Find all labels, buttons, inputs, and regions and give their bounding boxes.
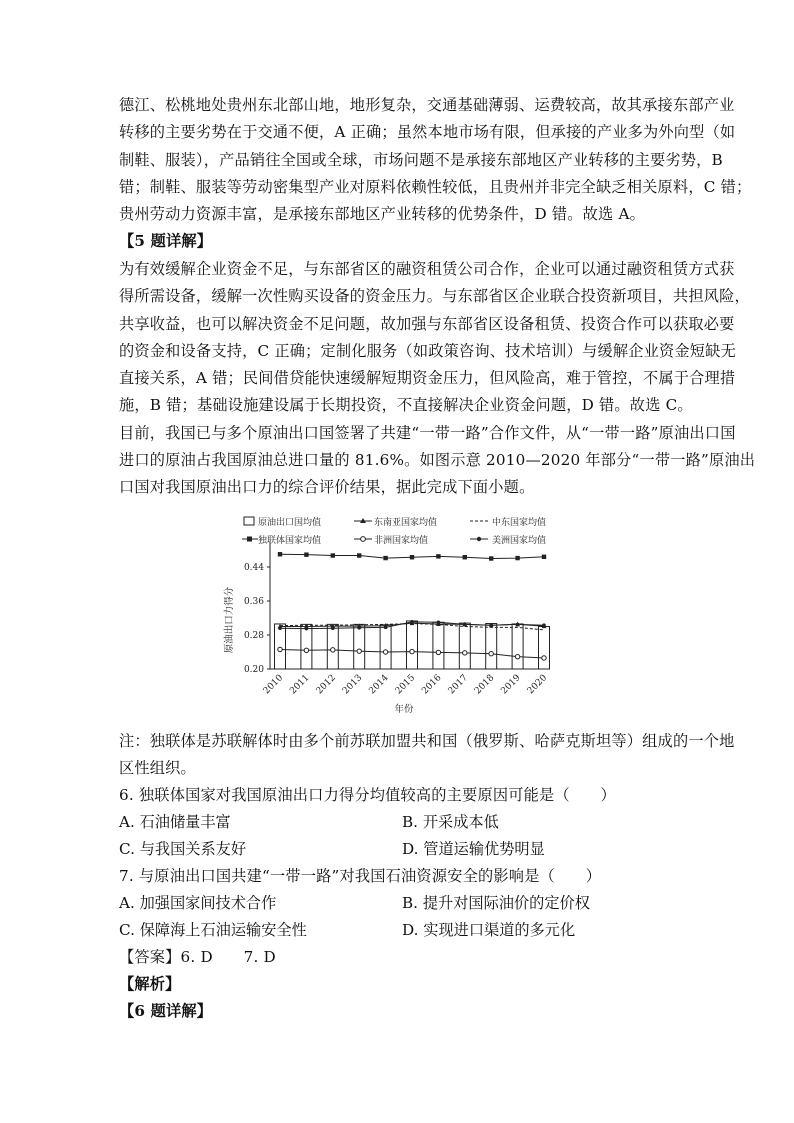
paragraph-line: 施，B 错；基础设施建设属于长期投资，不直接解决企业资金问题，D 错。故选 C。 [119, 396, 693, 414]
point-marker [305, 627, 309, 631]
point-marker [384, 626, 388, 630]
point-marker [357, 553, 361, 557]
point-marker [489, 556, 493, 560]
legend-label: 中东国家均值 [492, 518, 547, 528]
y-tick-label: 0.28 [243, 631, 264, 641]
bar [301, 624, 312, 669]
paragraph-line: 目前，我国已与多个原油出口国签署了共建“一带一路”合作文件，从“一带一路”原油出口国 [119, 424, 736, 442]
y-tick-label: 0.44 [243, 563, 264, 573]
bar [486, 624, 497, 669]
x-axis-label: 年份 [394, 704, 414, 715]
x-tick-label: 2019 [499, 673, 523, 697]
chart-legend [242, 516, 546, 546]
tick-labels [244, 563, 549, 696]
point-marker [304, 552, 308, 556]
paragraph-line: 进口的原油占我国原油总进口量的 81.6%。如图示意 2010—2020 年部分“一带一路”原油出 [119, 451, 756, 469]
legend-label: 美洲国家均值 [492, 536, 547, 546]
question-7-stem: 7. 与原油出口国共建“一带一路”对我国石油资源安全的影响是（ ） [119, 867, 602, 885]
point-marker [489, 652, 493, 656]
point-marker [515, 654, 519, 658]
answer-line: 【答案】6. D 7. D [119, 948, 276, 966]
bar [275, 624, 286, 669]
legend-label: 独联体国家均值 [258, 536, 322, 546]
question-7-option-c: C. 保障海上石油运输安全性 [119, 921, 307, 939]
note-line: 注：独联体是苏联解体时由多个前苏联加盟共和国（俄罗斯、哈萨克斯坦等）组成的一个地 [119, 732, 735, 750]
bar [327, 624, 338, 669]
bar [380, 625, 391, 669]
bar [354, 624, 365, 669]
point-marker [331, 648, 335, 652]
question-6-option-a: A. 石油储量丰富 [119, 813, 231, 831]
x-tick-label: 2011 [288, 673, 312, 697]
point-marker [410, 555, 414, 559]
legend-label: 非洲国家均值 [374, 536, 429, 546]
paragraph-line: 得所需设备，缓解一次性购买设备的资金压力。与东部省区企业联合投资新项目，共担风险， [119, 287, 750, 305]
legend-bar-swatch [244, 517, 254, 525]
x-tick-label: 2016 [420, 673, 444, 697]
point-marker [383, 650, 387, 654]
legend-square-marker [247, 537, 252, 542]
point-marker [410, 649, 414, 653]
legend-label: 原油出口国均值 [258, 518, 322, 528]
legend-circle-marker [361, 537, 366, 542]
x-tick-label: 2014 [367, 673, 391, 697]
point-marker [410, 620, 414, 624]
point-marker [489, 623, 493, 627]
x-tick-label: 2018 [473, 673, 497, 697]
x-tick-label: 2012 [314, 673, 338, 697]
note-line: 区性组织。 [119, 759, 196, 777]
point-marker [383, 556, 387, 560]
point-marker [436, 554, 440, 558]
point-marker [542, 623, 546, 627]
paragraph-line: 转移的主要劣势在于交通不便，A 正确；虽然本地市场有限，但承接的产业多为外向型（如 [119, 123, 736, 141]
section-heading: 【5 题详解】 [119, 232, 213, 250]
x-tick-label: 2010 [261, 673, 286, 697]
question-6-stem: 6. 独联体国家对我国原油出口力得分均值较高的主要原因可能是（ ） [119, 786, 616, 804]
point-marker [516, 623, 520, 627]
legend-dot-marker [477, 537, 481, 541]
point-marker [463, 651, 467, 655]
question-6-option-b: B. 开采成本低 [402, 813, 499, 831]
point-marker [542, 555, 546, 559]
point-marker [278, 552, 282, 556]
bar [407, 621, 418, 669]
point-marker [463, 623, 467, 627]
paragraph-line: 直接关系，A 错；民间借贷能快速缓解短期资金压力，但风险高，难于管控，不属于合理措 [119, 369, 736, 387]
bar [433, 622, 444, 669]
bar [459, 623, 470, 669]
y-tick-label: 0.36 [243, 597, 264, 607]
point-marker [436, 650, 440, 654]
bar [512, 624, 523, 669]
x-tick-label: 2013 [341, 673, 365, 697]
question-7-option-b: B. 提升对国际油价的定价权 [402, 894, 590, 912]
point-marker [278, 647, 282, 651]
legend-label: 东南亚国家均值 [374, 518, 438, 528]
point-marker [515, 556, 519, 560]
detail-6-heading: 【6 题详解】 [119, 1002, 213, 1020]
x-tick-label: 2015 [393, 673, 418, 697]
point-marker [331, 626, 335, 630]
point-marker [357, 649, 361, 653]
y-axis-label: 原油出口力得分 [224, 586, 235, 654]
paragraph-line: 共享收益，也可以解决资金不足问题，故加强与东部省区设备租赁、投资合作可以获取必要 [119, 315, 735, 333]
point-marker [278, 626, 282, 630]
question-7-option-a: A. 加强国家间技术合作 [119, 894, 277, 912]
paragraph-line: 为有效缓解企业资金不足，与东部省区的融资租赁公司合作，企业可以通过融资租赁方式获 [119, 260, 735, 278]
y-tick-label: 0.20 [243, 665, 264, 675]
point-marker [331, 553, 335, 557]
oil-export-chart [222, 510, 572, 720]
analysis-heading: 【解析】 [119, 975, 181, 993]
paragraph-line: 错；制鞋、服装等劳动密集型产业对原料依赖性较低，且贵州并非完全缺乏相关原料，C 错； [119, 178, 752, 196]
point-marker [463, 555, 467, 559]
x-tick-label: 2020 [525, 673, 550, 697]
x-tick-label: 2017 [446, 673, 470, 697]
paragraph-line: 口国对我国原油出口力的综合评价结果，据此完成下面小题。 [119, 478, 535, 496]
question-6-option-c: C. 与我国关系友好 [119, 840, 247, 858]
point-marker [304, 648, 308, 652]
paragraph-line: 贵州劳动力资源丰富，是承接东部地区产业转移的优势条件，D 错。故选 A。 [119, 205, 645, 223]
question-7-option-d: D. 实现进口渠道的多元化 [402, 921, 576, 939]
paragraph-line: 制鞋、服装），产品销往全国或全球，市场问题不是承接东部地区产业转移的主要劣势，B [119, 151, 723, 169]
paragraph-line: 的资金和设备支持，C 正确；定制化服务（如政策咨询、技术培训）与缓解企业资金短缺无 [119, 342, 736, 360]
point-marker [542, 656, 546, 660]
question-6-option-d: D. 管道运输优势明显 [402, 840, 545, 858]
bar [539, 627, 550, 670]
point-marker [437, 620, 441, 624]
paragraph-line: 德江、松桃地处贵州东北部山地，地形复杂，交通基础薄弱、运费较高，故其承接东部产业 [119, 96, 735, 114]
point-marker [357, 626, 361, 630]
